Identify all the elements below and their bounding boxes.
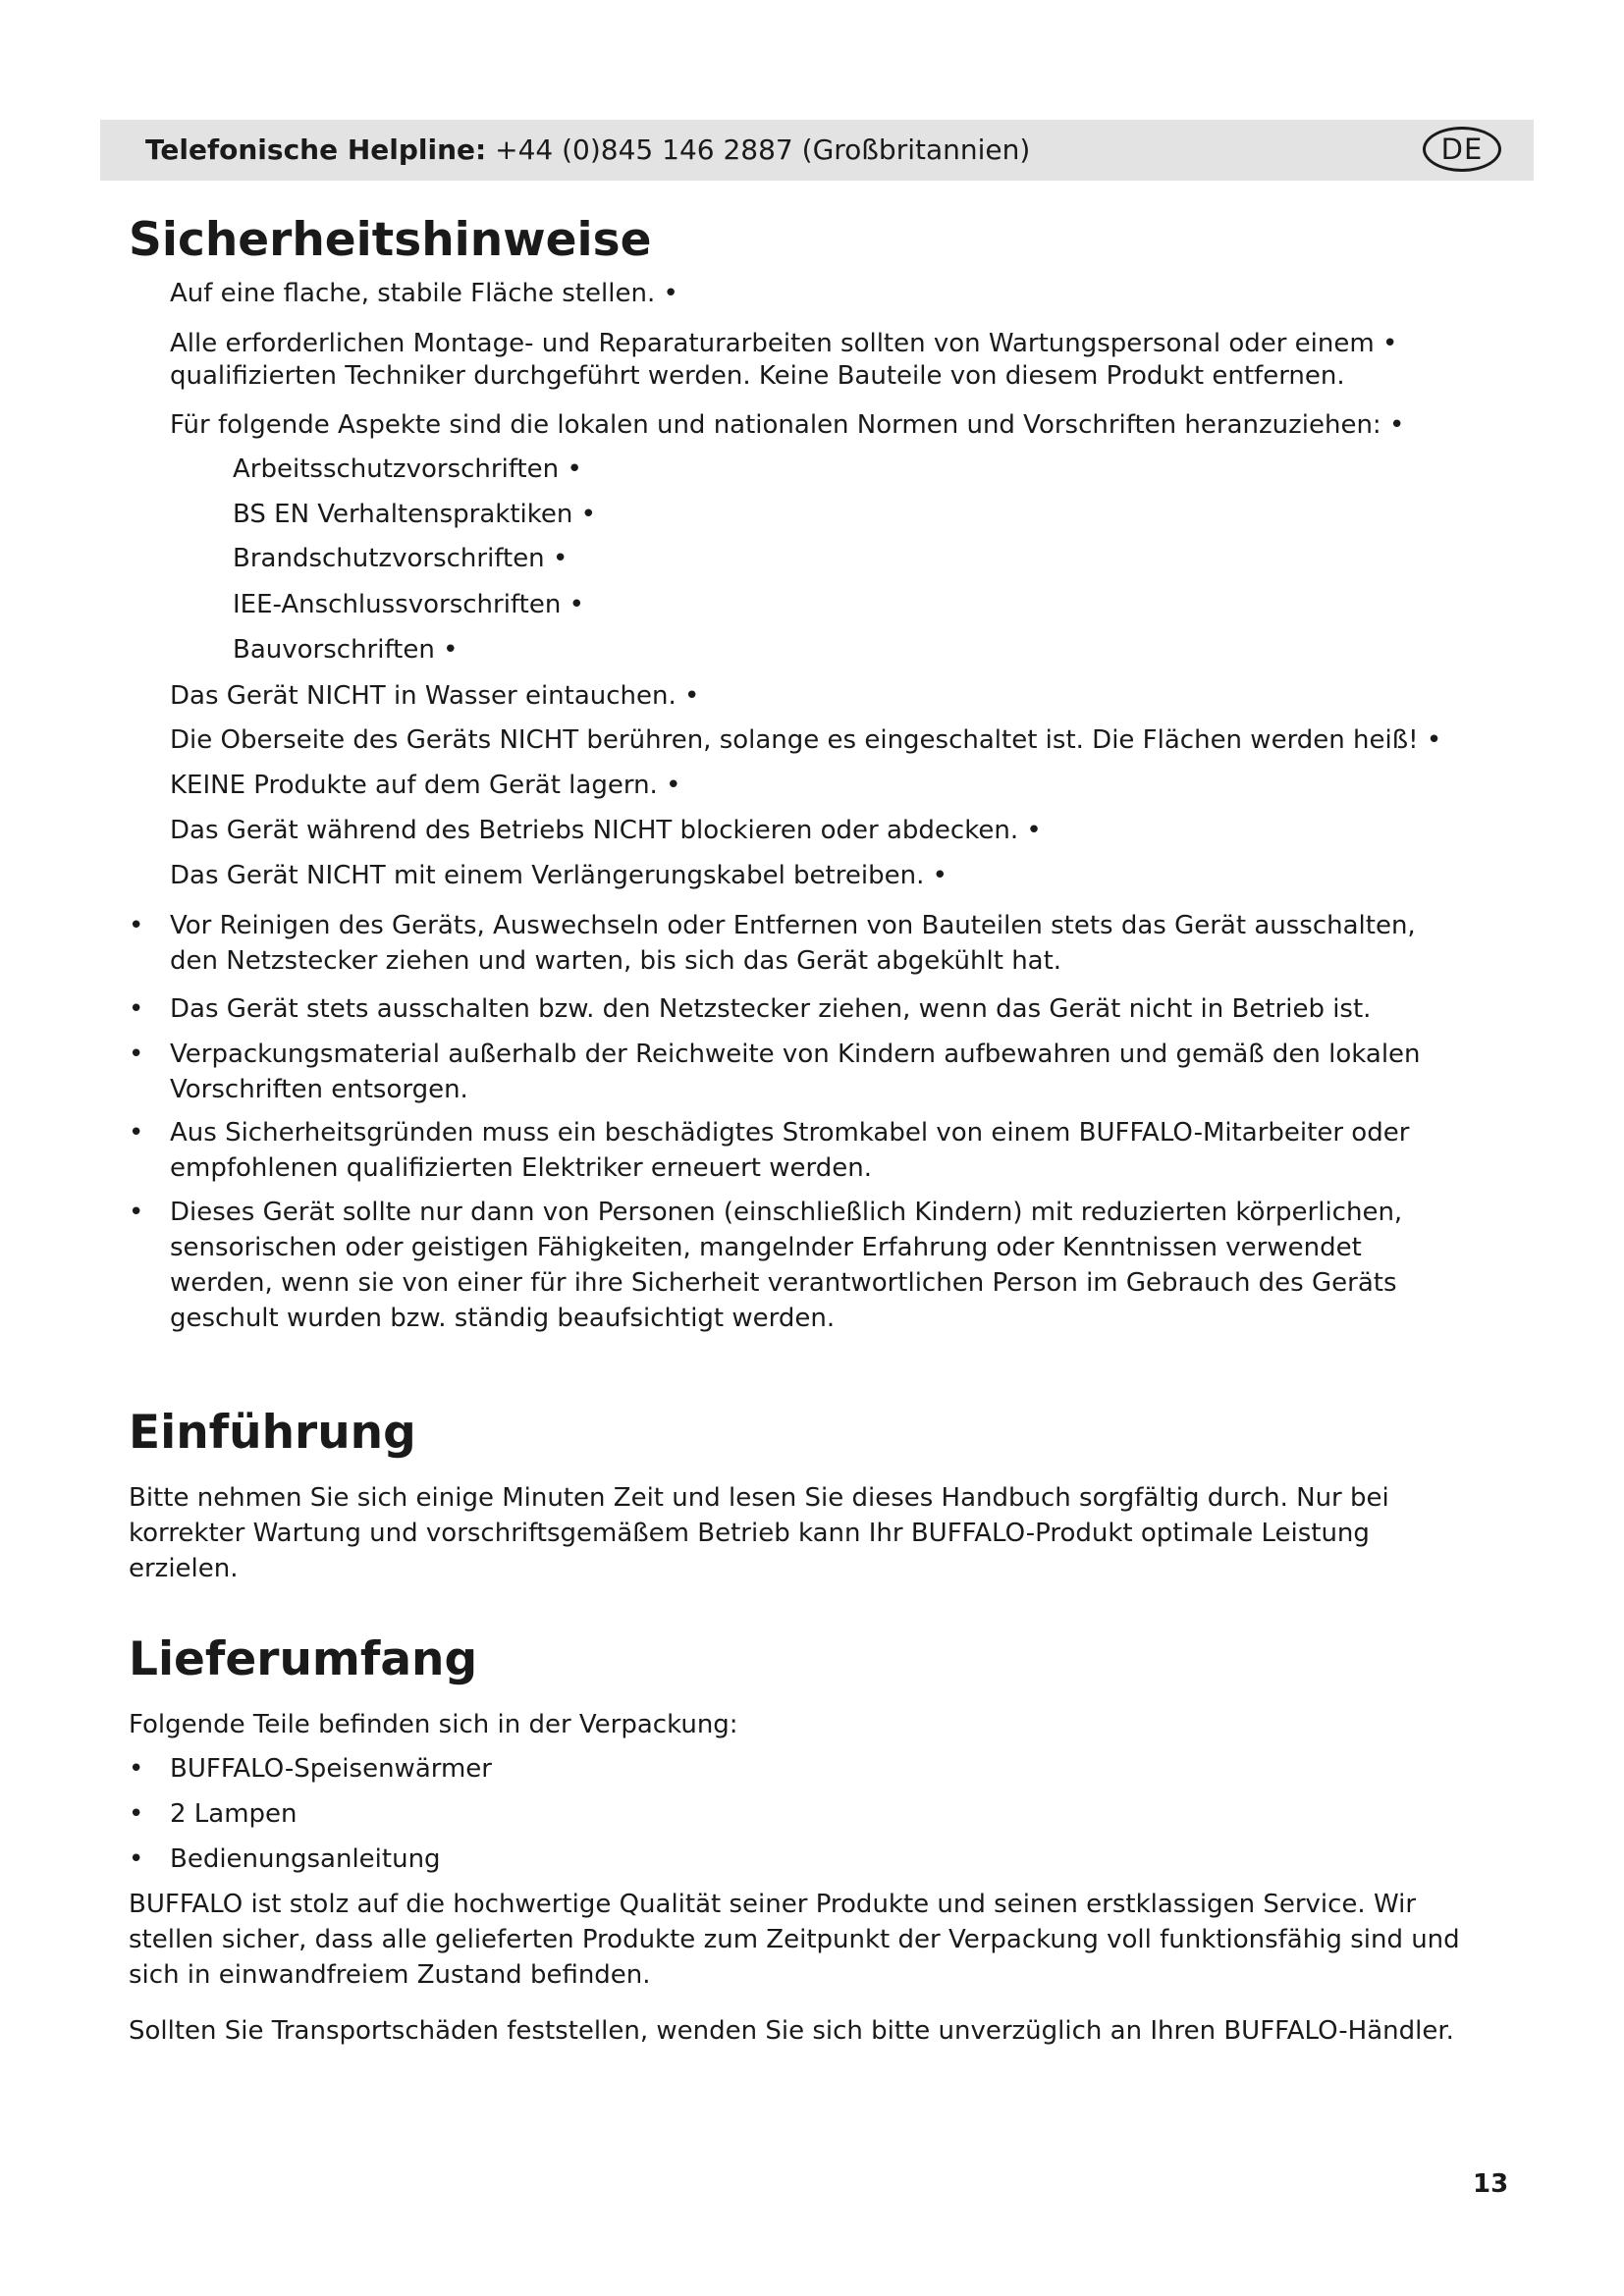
safety-line: Das Gerät NICHT mit einem Verlängerungskabel betreiben. • bbox=[170, 861, 947, 890]
bullet-marker: • bbox=[129, 1799, 144, 1829]
bullet-marker: • bbox=[129, 1844, 144, 1874]
delivery-heading: Lieferumfang bbox=[129, 1632, 478, 1686]
page-number: 13 bbox=[1473, 2169, 1509, 2199]
safety-line: Die Oberseite des Geräts NICHT berühren, solange es eingeschaltet ist. Die Flächen werden heiß! • bbox=[170, 725, 1442, 755]
regulation-item: Arbeitsschutzvorschriften • bbox=[233, 454, 582, 484]
bullet-marker: • bbox=[129, 1040, 144, 1069]
safety-line: KEINE Produkte auf dem Gerät lagern. • bbox=[170, 771, 681, 800]
helpline-label: Telefonische Helpline: bbox=[145, 133, 487, 166]
regulation-item: Bauvorschriften • bbox=[233, 635, 459, 665]
language-badge: DE bbox=[1423, 127, 1501, 172]
regulation-item: BS EN Verhaltenspraktiken • bbox=[233, 500, 596, 529]
safety-heading: Sicherheitshinweise bbox=[129, 213, 652, 267]
intro-heading: Einführung bbox=[129, 1406, 416, 1460]
delivery-item: BUFFALO-Speisenwärmer bbox=[170, 1754, 492, 1784]
safety-line: Auf eine flache, stabile Fläche stellen. • bbox=[170, 279, 678, 308]
safety-line: qualifizierten Techniker durchgeführt werden. Keine Bauteile von diesem Produkt entfernen. bbox=[170, 361, 1345, 391]
delivery-item: Bedienungsanleitung bbox=[170, 1844, 441, 1874]
safety-line: Alle erforderlichen Montage- und Reparaturarbeiten sollten von Wartungspersonal oder einem • bbox=[170, 329, 1398, 358]
bullet-marker: • bbox=[129, 1118, 144, 1148]
safety-line: Das Gerät NICHT in Wasser eintauchen. • bbox=[170, 681, 700, 711]
delivery-item: 2 Lampen bbox=[170, 1799, 298, 1829]
damage-text: Sollten Sie Transportschäden feststellen, wenden Sie sich bitte unverzüglich an Ihren BUFFALO-Händler. bbox=[129, 2016, 1454, 2046]
safety-line: Für folgende Aspekte sind die lokalen und nationalen Normen und Vorschriften heranzuziehen: • bbox=[170, 410, 1405, 440]
safety-bullet: Verpackungsmaterial außerhalb der Reichweite von Kindern aufbewahren und gemäß den lokalen Vorschriften entsorgen. bbox=[170, 1040, 1421, 1104]
intro-text: Bitte nehmen Sie sich einige Minuten Zeit und lesen Sie dieses Handbuch sorgfältig durch. Nur bei korrekter Wartung und vorschriftsgemäßem Betrieb kann Ihr BUFFALO-Produkt optimale Leistung erzielen. bbox=[129, 1483, 1389, 1583]
safety-bullet: Dieses Gerät sollte nur dann von Personen (einschließlich Kindern) mit reduzierten körperlichen, sensorischen oder geistigen Fähigkeiten, mangelnder Erfahrung oder Kenntnissen verwendet werden, wenn sie von einer für ihre Sicherheit verantwortlichen Person im Gebrauch des Geräts geschult wurden bzw. ständig beaufsichtigt werden. bbox=[170, 1198, 1403, 1333]
helpline-phone: +44 (0)845 146 2887 (Großbritannien) bbox=[495, 133, 1031, 166]
regulation-item: IEE-Anschlussvorschriften • bbox=[233, 590, 584, 619]
helpline-text bbox=[145, 133, 1030, 167]
safety-bullet: Das Gerät stets ausschalten bzw. den Netzstecker ziehen, wenn das Gerät nicht in Betrieb ist. bbox=[170, 994, 1372, 1024]
bullet-marker: • bbox=[129, 1754, 144, 1784]
regulation-item: Brandschutzvorschriften • bbox=[233, 544, 568, 573]
safety-bullet: Vor Reinigen des Geräts, Auswechseln oder Entfernen von Bauteilen stets das Gerät ausschalten, den Netzstecker ziehen und warten, bis sich das Gerät abgekühlt hat. bbox=[170, 911, 1416, 976]
helpline-header-bar bbox=[100, 120, 1534, 181]
safety-bullet: Aus Sicherheitsgründen muss ein beschädigtes Stromkabel von einem BUFFALO-Mitarbeiter oder empfohlenen qualifizierten Elektriker erneuert werden. bbox=[170, 1118, 1410, 1183]
bullet-marker: • bbox=[129, 994, 144, 1024]
bullet-marker: • bbox=[129, 911, 144, 940]
bullet-marker: • bbox=[129, 1198, 144, 1227]
safety-line: Das Gerät während des Betriebs NICHT blockieren oder abdecken. • bbox=[170, 816, 1042, 845]
quality-text: BUFFALO ist stolz auf die hochwertige Qualität seiner Produkte und seinen erstklassigen Service. Wir stellen sicher, dass alle gelieferten Produkte zum Zeitpunkt der Verpackung voll funktionsfähig sind und sich in einwandfreiem Zustand befinden. bbox=[129, 1890, 1460, 1990]
delivery-lead: Folgende Teile befinden sich in der Verpackung: bbox=[129, 1710, 738, 1739]
